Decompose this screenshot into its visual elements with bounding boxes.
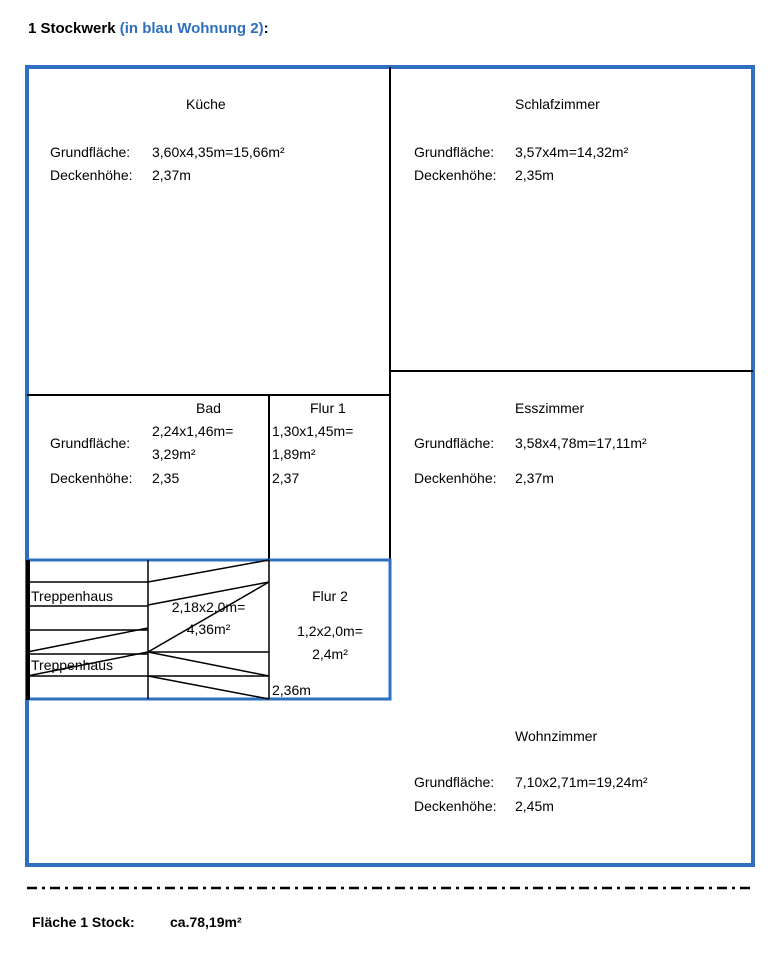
title-main: 1 Stockwerk [28, 20, 116, 37]
bad-height: 2,35 [152, 470, 180, 486]
flur1-name: Flur 1 [310, 400, 346, 416]
wohn-height: 2,45m [515, 798, 554, 814]
treppe-label-top: Treppenhaus [31, 588, 113, 604]
bad-height-label: Deckenhöhe: [50, 470, 133, 486]
treppe-area-line1: 2,18x2,0m= [171, 599, 246, 615]
ess-area-label: Grundfläche: [414, 435, 495, 451]
footer-area-label: Fläche 1 Stock: [32, 914, 135, 930]
title-colon: : [263, 20, 269, 37]
schlaf-height-label: Deckenhöhe: [414, 167, 497, 183]
stair-diagonal [27, 628, 148, 652]
wohn-height-label: Deckenhöhe: [414, 798, 497, 814]
kueche-area-label: Grundfläche: [50, 144, 131, 160]
bad-name: Bad [196, 400, 221, 416]
ess-height: 2,37m [515, 470, 554, 486]
flur1-area-line1: 1,30x1,45m= [272, 423, 354, 439]
bad-area-line2: 3,29m² [152, 446, 196, 462]
ess-name: Esszimmer [515, 400, 585, 416]
flur2-name: Flur 2 [312, 588, 348, 604]
kueche-name: Küche [186, 96, 226, 112]
bad-area-line1: 2,24x1,46m= [152, 423, 234, 439]
stair-diagonal [148, 582, 269, 652]
treppe-area-line2: 4,36m² [186, 621, 231, 637]
stair-diagonal [148, 560, 269, 582]
stair-diagonal [148, 676, 269, 699]
treppe-label-bottom: Treppenhaus [31, 657, 113, 673]
footer-area-value: ca.78,19m² [170, 914, 242, 930]
stair-diagonal [148, 652, 269, 676]
title-blue-note: (in blau Wohnung 2) [119, 20, 264, 37]
kueche-height-label: Deckenhöhe: [50, 167, 133, 183]
wohn-area-label: Grundfläche: [414, 774, 495, 790]
schlaf-height: 2,35m [515, 167, 554, 183]
schlaf-area: 3,57x4m=14,32m² [515, 144, 629, 160]
bad-area-label: Grundfläche: [50, 435, 131, 451]
wohn-name: Wohnzimmer [515, 728, 598, 744]
schlaf-area-label: Grundfläche: [414, 144, 495, 160]
flur2-height: 2,36m [272, 682, 311, 698]
flur1-area-line2: 1,89m² [272, 446, 316, 462]
flur2-area-line2: 2,4m² [312, 646, 348, 662]
wohn-area: 7,10x2,71m=19,24m² [515, 774, 648, 790]
kueche-height: 2,37m [152, 167, 191, 183]
ess-height-label: Deckenhöhe: [414, 470, 497, 486]
flur2-area-line1: 1,2x2,0m= [297, 623, 363, 639]
schlaf-name: Schlafzimmer [515, 96, 600, 112]
ess-area: 3,58x4,78m=17,11m² [515, 435, 647, 451]
kueche-area: 3,60x4,35m=15,66m² [152, 144, 285, 160]
flur1-height: 2,37 [272, 470, 300, 486]
